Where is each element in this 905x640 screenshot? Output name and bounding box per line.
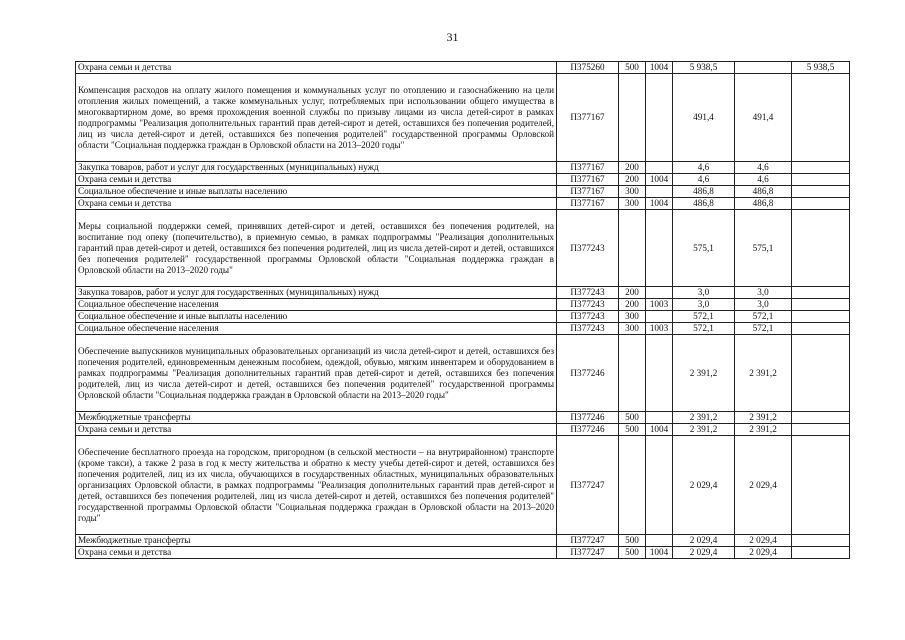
total-amount-cell: 2 391,2 bbox=[673, 424, 735, 436]
section-code-cell bbox=[646, 436, 673, 535]
expense-type-cell: 500 bbox=[619, 547, 646, 559]
federal-amount-cell bbox=[792, 210, 850, 287]
federal-amount-cell bbox=[792, 186, 850, 198]
expense-type-cell: 200 bbox=[619, 299, 646, 311]
amount-cell: 2 029,4 bbox=[735, 535, 792, 547]
expense-type-cell: 500 bbox=[619, 424, 646, 436]
amount-cell: 3,0 bbox=[735, 287, 792, 299]
section-code-cell: 1004 bbox=[646, 547, 673, 559]
expense-type-cell: 300 bbox=[619, 186, 646, 198]
target-code-cell: П377246 bbox=[557, 335, 619, 412]
federal-amount-cell bbox=[792, 335, 850, 412]
amount-cell: 491,4 bbox=[735, 74, 792, 162]
federal-amount-cell bbox=[792, 436, 850, 535]
amount-cell: 486,8 bbox=[735, 198, 792, 210]
section-code-cell bbox=[646, 287, 673, 299]
amount-cell: 2 391,2 bbox=[735, 335, 792, 412]
item-name-cell: Компенсация расходов на оплату жилого помещения и коммунальных услуг по отоплению и газоснабжению на цели отопления жилых помещений, а также коммунальных услуг, потребляемых при использовании общего имущества в многоквартирном доме, во время прохождения военной службы по призыву лицами из числа детей-сирот в рамках подпрограммы "Реализация дополнительных гарантий прав детей-сирот и детей, оставшихся без попечения родителей, лиц из числа детей-сирот и детей, оставшихся без попечения родителей" государственной программы Орловской области "Социальная поддержка граждан в Орловской области на 2013–2020 годы" bbox=[76, 74, 557, 162]
amount-cell: 572,1 bbox=[735, 311, 792, 323]
federal-amount-cell bbox=[792, 162, 850, 174]
federal-amount-cell bbox=[792, 547, 850, 559]
section-code-cell: 1004 bbox=[646, 62, 673, 74]
target-code-cell: П375260 bbox=[557, 62, 619, 74]
amount-cell: 4,6 bbox=[735, 162, 792, 174]
amount-cell: 2 391,2 bbox=[735, 424, 792, 436]
table-row bbox=[76, 436, 850, 535]
federal-amount-cell bbox=[792, 299, 850, 311]
section-code-cell bbox=[646, 311, 673, 323]
table-row bbox=[76, 174, 850, 186]
total-amount-cell: 4,6 bbox=[673, 174, 735, 186]
target-code-cell: П377243 bbox=[557, 210, 619, 287]
amount-cell: 3,0 bbox=[735, 299, 792, 311]
total-amount-cell: 3,0 bbox=[673, 299, 735, 311]
item-name-cell: Охрана семьи и детства bbox=[76, 198, 557, 210]
total-amount-cell: 572,1 bbox=[673, 311, 735, 323]
table-row bbox=[76, 210, 850, 287]
section-code-cell bbox=[646, 74, 673, 162]
federal-amount-cell bbox=[792, 424, 850, 436]
item-name-cell: Охрана семьи и детства bbox=[76, 62, 557, 74]
item-name-cell: Охрана семьи и детства bbox=[76, 424, 557, 436]
item-name-cell: Закупка товаров, работ и услуг для государственных (муниципальных) нужд bbox=[76, 162, 557, 174]
section-code-cell: 1004 bbox=[646, 198, 673, 210]
section-code-cell bbox=[646, 535, 673, 547]
federal-amount-cell bbox=[792, 323, 850, 335]
target-code-cell: П377247 bbox=[557, 547, 619, 559]
table-body bbox=[76, 62, 850, 559]
table-row bbox=[76, 74, 850, 162]
total-amount-cell: 2 391,2 bbox=[673, 412, 735, 424]
table-row bbox=[76, 186, 850, 198]
target-code-cell: П377247 bbox=[557, 535, 619, 547]
federal-amount-cell bbox=[792, 198, 850, 210]
item-name-cell: Обеспечение выпускников муниципальных образовательных организаций из числа детей-сирот и детей, оставшихся без попечения родителей, единовременным денежным пособием, одеждой, обувью, мягким инвентарем и оборудованием в рамках подпрограммы "Реализация дополнительных гарантий прав детей-сирот и детей, оставшихся без попечения родителей, лиц из числа детей-сирот и детей, оставшихся без попечения родителей" государственной программы Орловской области "Социальная поддержка граждан в Орловской области на 2013–2020 годы" bbox=[76, 335, 557, 412]
section-code-cell: 1003 bbox=[646, 323, 673, 335]
target-code-cell: П377243 bbox=[557, 299, 619, 311]
item-name-cell: Межбюджетные трансферты bbox=[76, 412, 557, 424]
total-amount-cell: 3,0 bbox=[673, 287, 735, 299]
item-name-cell: Социальное обеспечение населения bbox=[76, 323, 557, 335]
table-row bbox=[76, 162, 850, 174]
amount-cell: 4,6 bbox=[735, 174, 792, 186]
target-code-cell: П377167 bbox=[557, 186, 619, 198]
total-amount-cell: 486,8 bbox=[673, 186, 735, 198]
target-code-cell: П377167 bbox=[557, 74, 619, 162]
expense-type-cell bbox=[619, 210, 646, 287]
federal-amount-cell bbox=[792, 287, 850, 299]
section-code-cell bbox=[646, 186, 673, 198]
target-code-cell: П377243 bbox=[557, 311, 619, 323]
section-code-cell bbox=[646, 162, 673, 174]
section-code-cell bbox=[646, 335, 673, 412]
expense-type-cell: 200 bbox=[619, 287, 646, 299]
amount-cell: 2 029,4 bbox=[735, 547, 792, 559]
federal-amount-cell bbox=[792, 311, 850, 323]
item-name-cell: Межбюджетные трансферты bbox=[76, 535, 557, 547]
item-name-cell: Закупка товаров, работ и услуг для государственных (муниципальных) нужд bbox=[76, 287, 557, 299]
target-code-cell: П377243 bbox=[557, 323, 619, 335]
table-row bbox=[76, 412, 850, 424]
expense-type-cell: 300 bbox=[619, 323, 646, 335]
table-row bbox=[76, 535, 850, 547]
federal-amount-cell: 5 938,5 bbox=[792, 62, 850, 74]
item-name-cell: Охрана семьи и детства bbox=[76, 547, 557, 559]
expense-type-cell: 300 bbox=[619, 311, 646, 323]
item-name-cell: Социальное обеспечение и иные выплаты населению bbox=[76, 186, 557, 198]
expense-type-cell bbox=[619, 335, 646, 412]
expense-type-cell bbox=[619, 436, 646, 535]
expense-type-cell: 500 bbox=[619, 412, 646, 424]
target-code-cell: П377243 bbox=[557, 287, 619, 299]
target-code-cell: П377167 bbox=[557, 174, 619, 186]
target-code-cell: П377246 bbox=[557, 412, 619, 424]
total-amount-cell: 575,1 bbox=[673, 210, 735, 287]
total-amount-cell: 486,8 bbox=[673, 198, 735, 210]
table-row bbox=[76, 424, 850, 436]
total-amount-cell: 2 391,2 bbox=[673, 335, 735, 412]
target-code-cell: П377167 bbox=[557, 198, 619, 210]
item-name-cell: Социальное обеспечение и иные выплаты населению bbox=[76, 311, 557, 323]
section-code-cell bbox=[646, 210, 673, 287]
section-code-cell: 1004 bbox=[646, 174, 673, 186]
expense-type-cell: 500 bbox=[619, 535, 646, 547]
total-amount-cell: 4,6 bbox=[673, 162, 735, 174]
table-row bbox=[76, 547, 850, 559]
page-number: 31 bbox=[446, 30, 459, 44]
amount-cell: 572,1 bbox=[735, 323, 792, 335]
budget-table bbox=[75, 61, 850, 559]
total-amount-cell: 5 938,5 bbox=[673, 62, 735, 74]
table-row bbox=[76, 335, 850, 412]
federal-amount-cell bbox=[792, 412, 850, 424]
item-name-cell: Обеспечение бесплатного проезда на городском, пригородном (в сельской местности – на внутрирайонном) транспорте (кроме такси), а также 2 раза в год к месту жительства и обратно к месту учебы детей-сирот и детей, оставшихся без попечения родителей, лиц из их числа, обучающихся в государственных областных, муниципальных образовательных организациях Орловской области, в рамках подпрограммы "Реализация дополнительных гарантий прав детей-сирот и детей, оставшихся без попечения родителей, лиц из числа детей-сирот и детей, оставшихся без попечения родителей" государственной программы Орловской области "Социальная поддержка граждан в Орловской области на 2013–2020 годы" bbox=[76, 436, 557, 535]
expense-type-cell: 200 bbox=[619, 162, 646, 174]
section-code-cell: 1004 bbox=[646, 424, 673, 436]
table-row bbox=[76, 287, 850, 299]
amount-cell: 486,8 bbox=[735, 186, 792, 198]
expense-type-cell: 200 bbox=[619, 174, 646, 186]
item-name-cell: Охрана семьи и детства bbox=[76, 174, 557, 186]
federal-amount-cell bbox=[792, 74, 850, 162]
expense-type-cell: 500 bbox=[619, 62, 646, 74]
target-code-cell: П377247 bbox=[557, 436, 619, 535]
target-code-cell: П377246 bbox=[557, 424, 619, 436]
federal-amount-cell bbox=[792, 174, 850, 186]
total-amount-cell: 2 029,4 bbox=[673, 436, 735, 535]
table-row bbox=[76, 62, 850, 74]
total-amount-cell: 491,4 bbox=[673, 74, 735, 162]
target-code-cell: П377167 bbox=[557, 162, 619, 174]
total-amount-cell: 2 029,4 bbox=[673, 535, 735, 547]
table-row bbox=[76, 198, 850, 210]
item-name-cell: Меры социальной поддержки семей, принявших детей-сирот и детей, оставшихся без попечения родителей, на воспитание под опеку (попечительство), в приемную семью, в рамках подпрограммы "Реализация дополнительных гарантий прав детей-сирот и детей, оставшихся без попечения родителей, лиц из числа детей-сирот и детей, оставшихся без попечения родителей" государственной программы Орловской области "Социальная поддержка граждан в Орловской области на 2013–2020 годы" bbox=[76, 210, 557, 287]
table-row bbox=[76, 311, 850, 323]
item-name-cell: Социальное обеспечение населения bbox=[76, 299, 557, 311]
total-amount-cell: 572,1 bbox=[673, 323, 735, 335]
expense-type-cell: 300 bbox=[619, 198, 646, 210]
section-code-cell: 1003 bbox=[646, 299, 673, 311]
federal-amount-cell bbox=[792, 535, 850, 547]
total-amount-cell: 2 029,4 bbox=[673, 547, 735, 559]
table-row bbox=[76, 323, 850, 335]
table-row bbox=[76, 299, 850, 311]
amount-cell bbox=[735, 62, 792, 74]
amount-cell: 2 391,2 bbox=[735, 412, 792, 424]
amount-cell: 2 029,4 bbox=[735, 436, 792, 535]
expense-type-cell bbox=[619, 74, 646, 162]
amount-cell: 575,1 bbox=[735, 210, 792, 287]
section-code-cell bbox=[646, 412, 673, 424]
